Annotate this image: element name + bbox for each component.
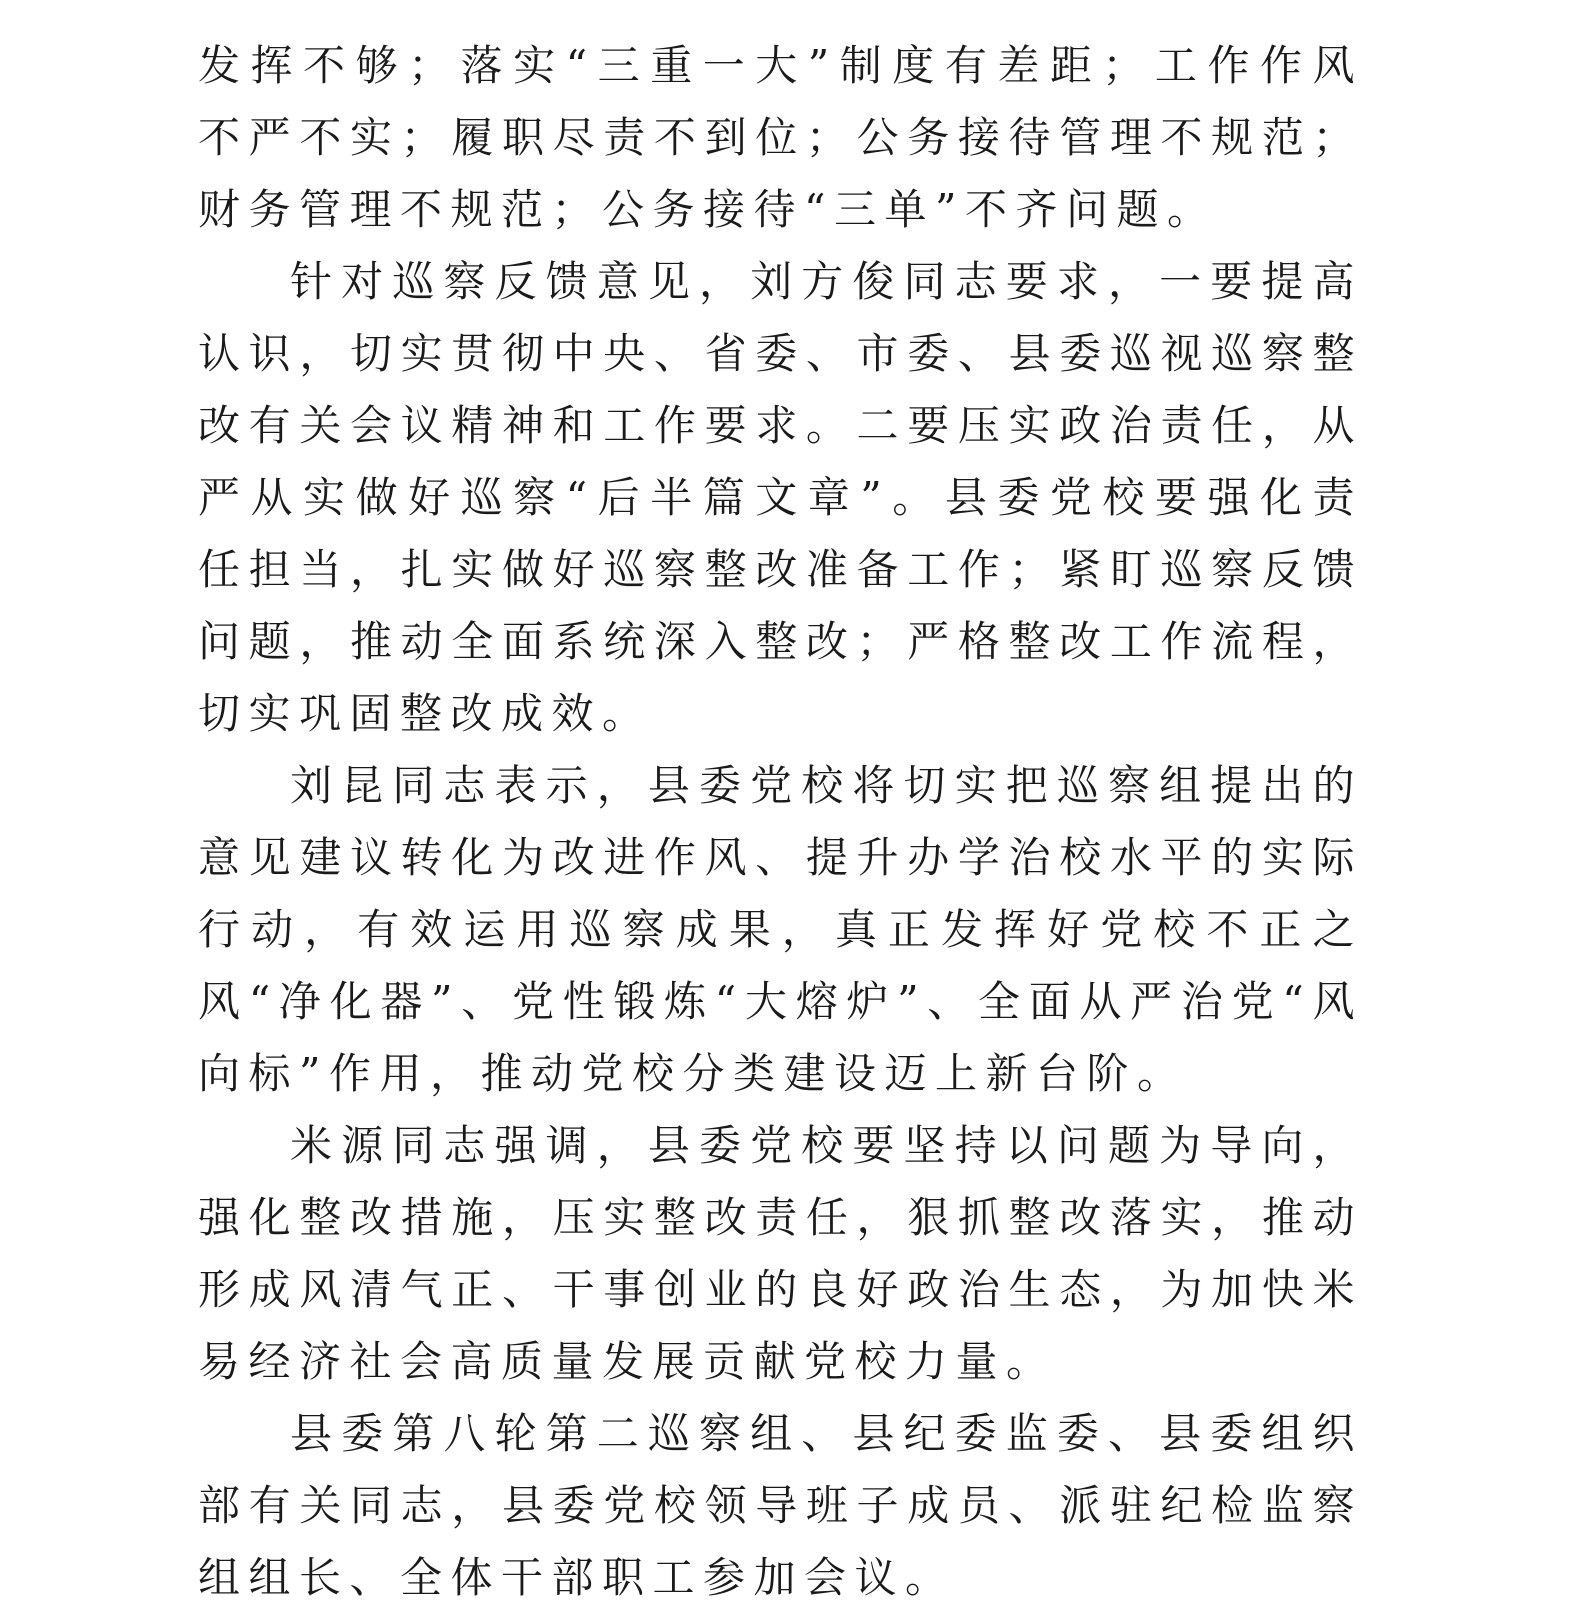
paragraph-continuation: 发挥不够；落实“三重一大”制度有差距；工作作风不严不实；履职尽责不到位；公务接待管理不规范；财务管理不规范；公务接待“三单”不齐问题。 [198, 41, 1363, 234]
paragraph-school-response: 刘昆同志表示，县委党校将切实把巡察组提出的意见建议转化为改进作风、提升办学治校水平的实际行动，有效运用巡察成果，真正发挥好党校不正之风“净化器”、党性锻炼“大熔炉”、全面从严治党“风向标”作用，推动党校分类建设迈上新台阶。 [198, 761, 1363, 1098]
paragraph-emphasis: 米源同志强调，县委党校要坚持以问题为导向，强化整改措施，压实整改责任，狠抓整改落实，推动形成风清气正、干事创业的良好政治生态，为加快米易经济社会高质量发展贡献党校力量。 [198, 1121, 1363, 1386]
document-page [198, 30, 1363, 1614]
paragraph-attendees: 县委第八轮第二巡察组、县纪委监委、县委组织部有关同志，县委党校领导班子成员、派驻纪检监察组组长、全体干部职工参加会议。 [198, 1409, 1363, 1602]
paragraph-inspection-requirements: 针对巡察反馈意见，刘方俊同志要求，一要提高认识，切实贯彻中央、省委、市委、县委巡视巡察整改有关会议精神和工作要求。二要压实政治责任，从严从实做好巡察“后半篇文章”。县委党校要强化责任担当，扎实做好巡察整改准备工作；紧盯巡察反馈问题，推动全面系统深入整改；严格整改工作流程，切实巩固整改成效。 [198, 257, 1363, 738]
